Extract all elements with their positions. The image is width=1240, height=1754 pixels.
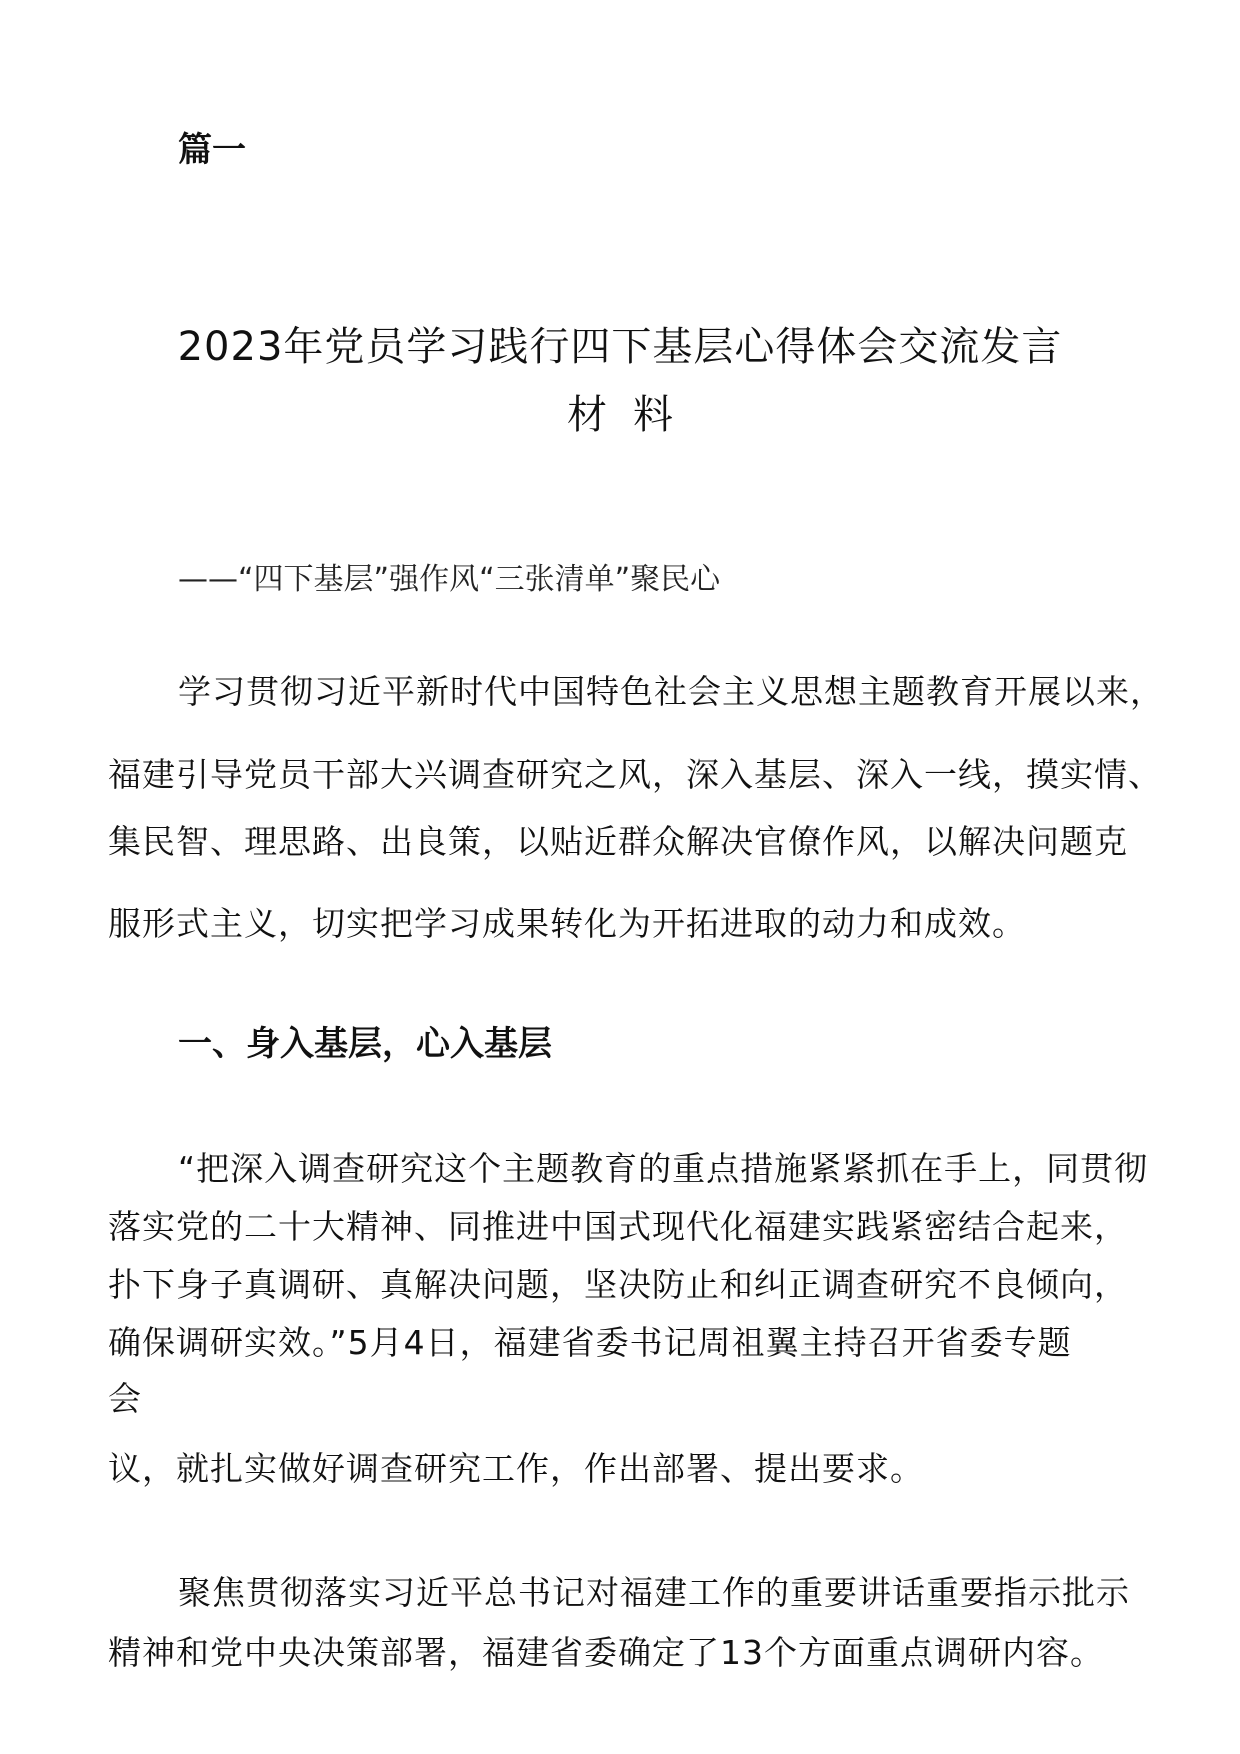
document-label: 篇一 — [178, 130, 246, 170]
section-1-para-1-line-3: 扑下身子真调研、真解决问题，坚决防止和纠正调查研究不良倾向， — [108, 1265, 1128, 1304]
section-1-para-1-line-4: 确保调研实效。”5月4日，福建省委书记周祖翼主持召开省委专题 — [108, 1323, 1072, 1362]
intro-line-3: 集民智、理思路、出良策，以贴近群众解决官僚作风，以解决问题克 — [108, 822, 1128, 861]
section-1-para-2-line-1: 聚焦贯彻落实习近平总书记对福建工作的重要讲话重要指示批示 — [178, 1573, 1130, 1612]
intro-line-4: 服形式主义，切实把学习成果转化为开拓进取的动力和成效。 — [108, 904, 1026, 943]
document-title-line-1: 2023年党员学习践行四下基层心得体会交流发言 — [177, 324, 1063, 370]
intro-line-1: 学习贯彻习近平新时代中国特色社会主义思想主题教育开展以来， — [178, 672, 1164, 711]
section-1-para-1-line-5: 会 — [108, 1379, 142, 1418]
intro-line-2: 福建引导党员干部大兴调查研究之风，深入基层、深入一线，摸实情、 — [108, 755, 1162, 794]
section-1-para-1-line-6: 议，就扎实做好调查研究工作，作出部署、提出要求。 — [108, 1449, 924, 1488]
document-subtitle: ——“四下基层”强作风“三张清单”聚民心 — [178, 562, 721, 597]
section-1-para-1-line-1: “把深入调查研究这个主题教育的重点措施紧紧抓在手上，同贯彻 — [178, 1149, 1149, 1188]
section-1-para-1-line-2: 落实党的二十大精神、同推进中国式现代化福建实践紧密结合起来， — [108, 1207, 1128, 1246]
section-1-para-2-line-2: 精神和党中央决策部署，福建省委确定了13个方面重点调研内容。 — [108, 1633, 1104, 1672]
section-1-heading: 一、身入基层，心入基层 — [178, 1024, 552, 1064]
document-title-line-2: 材料 — [567, 392, 699, 438]
